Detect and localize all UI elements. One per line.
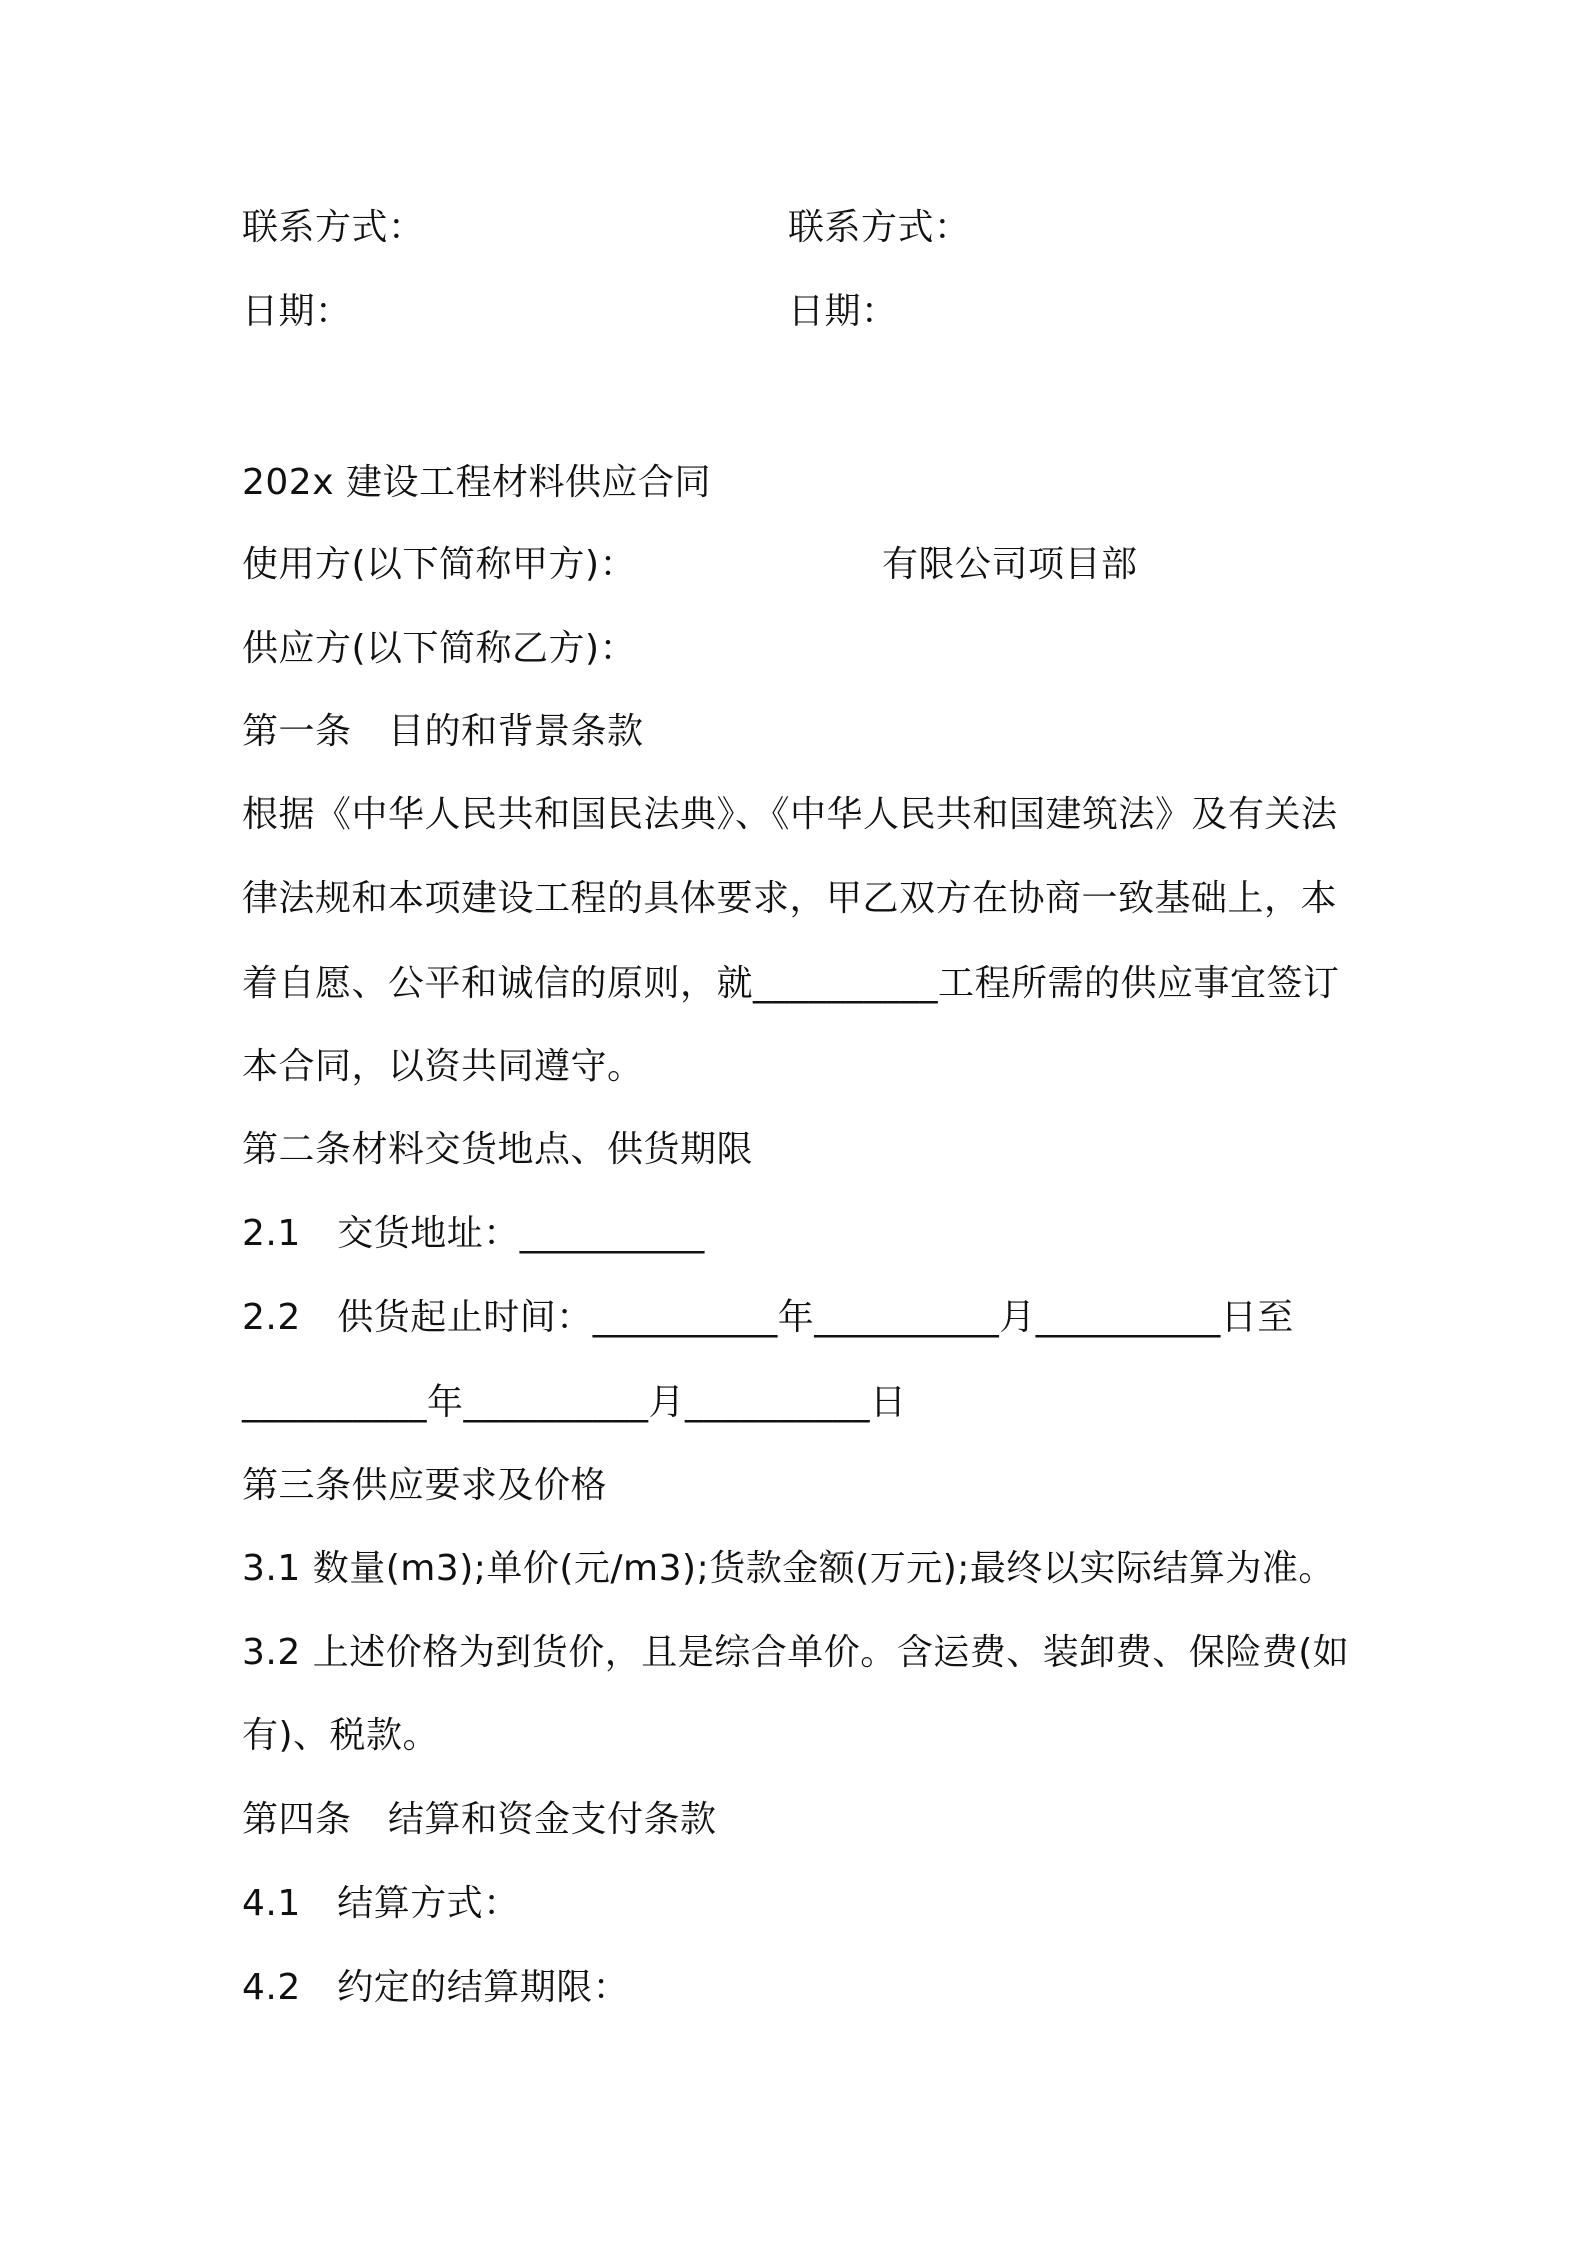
contract-title: 202x 建设工程材料供应合同: [242, 462, 711, 503]
article2-item2-line1: 2.2 供货起止时间：__________年__________月__________日至: [242, 1297, 1294, 1338]
article3-item2-line1: 3.2 上述价格为到货价，且是综合单价。含运费、装卸费、保险费(如: [242, 1632, 1350, 1673]
party-b-label: 供应方(以下简称乙方)：: [242, 628, 637, 669]
article3-heading: 第三条供应要求及价格: [242, 1465, 608, 1506]
article3-item1: 3.1 数量(m3);单价(元/m3);货款金额(万元);最终以实际结算为准。: [242, 1548, 1335, 1589]
article4-item1: 4.1 结算方式：: [242, 1883, 520, 1924]
article1-line-2: 律法规和本项建设工程的具体要求，甲乙双方在协商一致基础上，本: [242, 878, 1338, 919]
article1-line-1: 根据《中华人民共和国民法典》、《中华人民共和国建筑法》及有关法: [242, 794, 1338, 835]
article2-heading: 第二条材料交货地点、供货期限: [242, 1129, 754, 1170]
right-date-label: 日期：: [788, 291, 898, 332]
left-contact-label: 联系方式：: [242, 207, 425, 248]
article3-item2-line2: 有)、税款。: [242, 1715, 440, 1756]
right-contact-label: 联系方式：: [788, 207, 971, 248]
left-date-label: 日期：: [242, 291, 352, 332]
article1-line-4: 本合同，以资共同遵守。: [242, 1046, 644, 1087]
article1-line-3: 着自愿、公平和诚信的原则，就__________工程所需的供应事宜签订: [242, 963, 1340, 1004]
article2-item1: 2.1 交货地址：__________: [242, 1213, 705, 1254]
party-a-company: 有限公司项目部: [882, 544, 1138, 585]
article2-item2-line2: __________年__________月__________日: [242, 1382, 907, 1423]
article4-item2: 4.2 约定的结算期限：: [242, 1967, 630, 2008]
party-a-label: 使用方(以下简称甲方)：: [242, 544, 637, 585]
article4-heading: 第四条 结算和资金支付条款: [242, 1799, 717, 1840]
article1-heading: 第一条 目的和背景条款: [242, 711, 644, 752]
